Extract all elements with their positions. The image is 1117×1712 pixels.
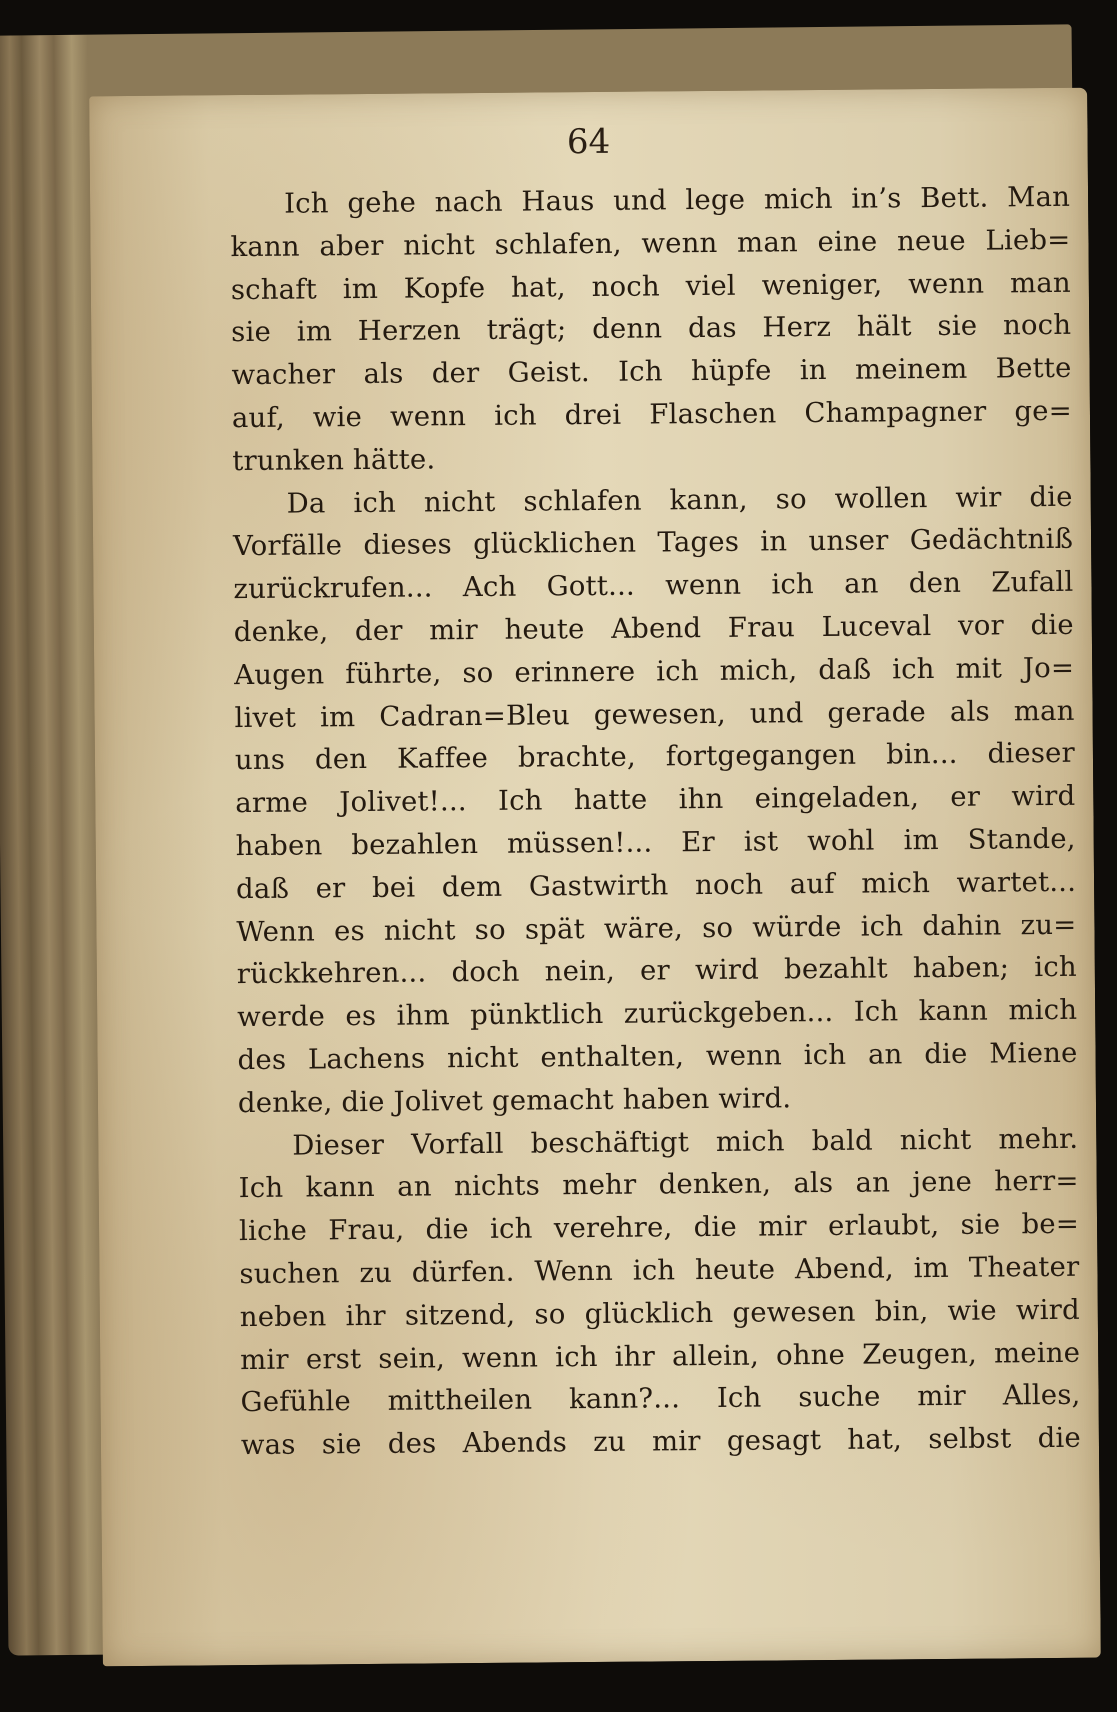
text-line: rückkehren... doch nein, er wird bezahlt haben; ich xyxy=(236,951,1077,991)
text-line: sie im Herzen trägt; denn das Herz hält sie noch xyxy=(231,309,1072,349)
text-line: schaft im Kopfe hat, noch viel weniger, wenn man xyxy=(230,266,1071,306)
text-line: denke, die Jolivet gemacht haben wird. xyxy=(237,1082,792,1119)
text-line: auf, wie wenn ich drei Flaschen Champagner ge= xyxy=(231,394,1073,435)
text-line: denke, der mir heute Abend Frau Luceval vor die xyxy=(233,608,1074,649)
text-line: Dieser Vorfall beschäftigt mich bald nicht mehr. xyxy=(292,1122,1079,1162)
text-line: Vorfälle dieses glücklichen Tages in unser Gedächtniß xyxy=(232,523,1074,563)
text-line: trunken hätte. xyxy=(232,443,436,477)
text-line: Da ich nicht schlafen kann, so wollen wir die xyxy=(286,480,1073,520)
text-line: uns den Kaffee brachte, fortgegangen bin... dieser xyxy=(234,737,1076,777)
text-line: suchen zu dürfen. Wenn ich heute Abend, im Theater xyxy=(239,1250,1080,1291)
text-line: Ich gehe nach Haus und lege mich in’s Bett. Man xyxy=(283,180,1071,220)
text-line: wacher als der Geist. Ich hüpfe in meinem Bette xyxy=(231,352,1072,392)
text-line: liche Frau, die ich verehre, die mir erlaubt, sie be= xyxy=(238,1207,1080,1248)
text-line: arme Jolivet!... Ich hatte ihn eingeladen, er wird xyxy=(235,779,1076,820)
text-line: daß er bei dem Gastwirth noch auf mich wartet... xyxy=(235,865,1077,905)
text-line: livet im Cadran=Bleu gewesen, und gerade als man xyxy=(234,694,1075,734)
text-line: Ich kann an nichts mehr denken, als an jene herr= xyxy=(238,1165,1079,1205)
body-text xyxy=(230,176,1081,1467)
text-line: des Lachens nicht enthalten, wenn ich an die Miene xyxy=(237,1036,1078,1077)
book-page xyxy=(89,88,1101,1667)
text-line: neben ihr sitzend, so glücklich gewesen bin, wie wird xyxy=(239,1293,1080,1333)
text-line: Gefühle mittheilen kann?... Ich suche mir Alles, xyxy=(240,1379,1081,1419)
text-line: Wenn es nicht so spät wäre, so würde ich dahin zu= xyxy=(236,908,1077,948)
page-number: 64 xyxy=(566,121,611,163)
text-line: zurückrufen... Ach Gott... wenn ich an den Zufall xyxy=(233,565,1074,606)
text-line: werde es ihm pünktlich zurückgeben... Ich kann mich xyxy=(237,993,1078,1034)
text-line: Augen führte, so erinnere ich mich, daß ich mit Jo= xyxy=(234,651,1075,691)
text-line: kann aber nicht schlafen, wenn man eine neue Lieb= xyxy=(230,223,1071,263)
text-line: was sie des Abends zu mir gesagt hat, selbst die xyxy=(240,1421,1082,1462)
text-line: haben bezahlen müssen!... Er ist wohl im Stande, xyxy=(235,822,1076,863)
text-line: mir erst sein, wenn ich ihr allein, ohne Zeugen, meine xyxy=(240,1336,1081,1376)
